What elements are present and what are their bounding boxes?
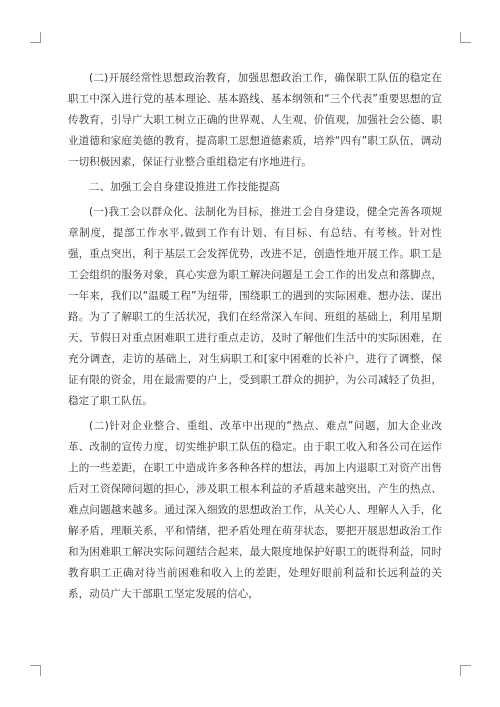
crop-mark-bottom-right: [460, 665, 471, 676]
page-body: [68, 68, 442, 609]
paragraph-ideological-education: (二)开展经常性思想政治教育，加强思想政治工作，确保职工队伍的稳定在职工中深入进行党的基本理论、基本路线、基本纲领和“三个代表”重要思想的宣传教育，引导广大职工树立正确的世界观、人生观、价值观，加强社会公德、职业道德和家庭美德的教育，提高职工思想道德素质，培养“四有”职工队伍，调动一切积极因素，保证行业整合重组稳定有序地进行。: [68, 72, 442, 168]
crop-mark-top-left: [30, 32, 41, 43]
paragraph-union-self-building: (一)我工会以群众化、法制化为目标，推进工会自身建设，健全完善各项规章制度，提部工作水平,做到工作有计划、有目标、有总结、有考核。针对性强，重点突出，利于基层工会发挥优势，改进不足，创造性地开展工作。职工是工会组织的服务对象，真心实意为职工解决问题是工会工作的出发点和落脚点，一年来，我们以“温暖工程”为纽带，围绕职工的遇到的实际困难、想办法、谋出路。为了了解职工的生活状况，我们在经常深入车间、班组的基础上，利用星期天、节假日对重点困难职工进行重点走访，及时了解他们生活中的实际困难，在充分调查，走访的基础上，对生病职工和[家中困难的长补户，进行了调整，保证有限的资金，用在最需要的户上，受到职工群众的拥护，为公司减轻了负担，稳定了职工队伍。: [68, 206, 442, 407]
paragraph-reform-hotspots: (二)针对企业整合、重组、改革中出现的“热点、难点”问题，加大企业改革、改制的宣传力度，切实维护职工队伍的稳定。由于职工收入和各公司在运作上的一些差距，在职工中造成许多各种各样的想法，再加上内退职工对资产出售后对工资保障问题的担心，涉及职工根本利益的矛盾越来越突出，产生的热点、难点问题越来越多。通过深入细致的思想政治工作，从关心人、理解人入手，化解矛盾，理顺关系，平和情绪，把矛盾处理在萌芽状态，要把开展思想政治工作和为困难职工解决实际问题结合起来，最大限度地保护好职工的既得利益，同时教育职工正确对待当前困难和收入上的差距，处理好眼前利益和长远利益的关系，动员广大干部职工坚定发展的信心，: [68, 420, 442, 600]
crop-mark-bottom-left: [30, 665, 41, 676]
section-heading: 二、加强工会自身建设推进工作技能提高: [89, 181, 280, 193]
crop-mark-top-right: [460, 32, 471, 43]
